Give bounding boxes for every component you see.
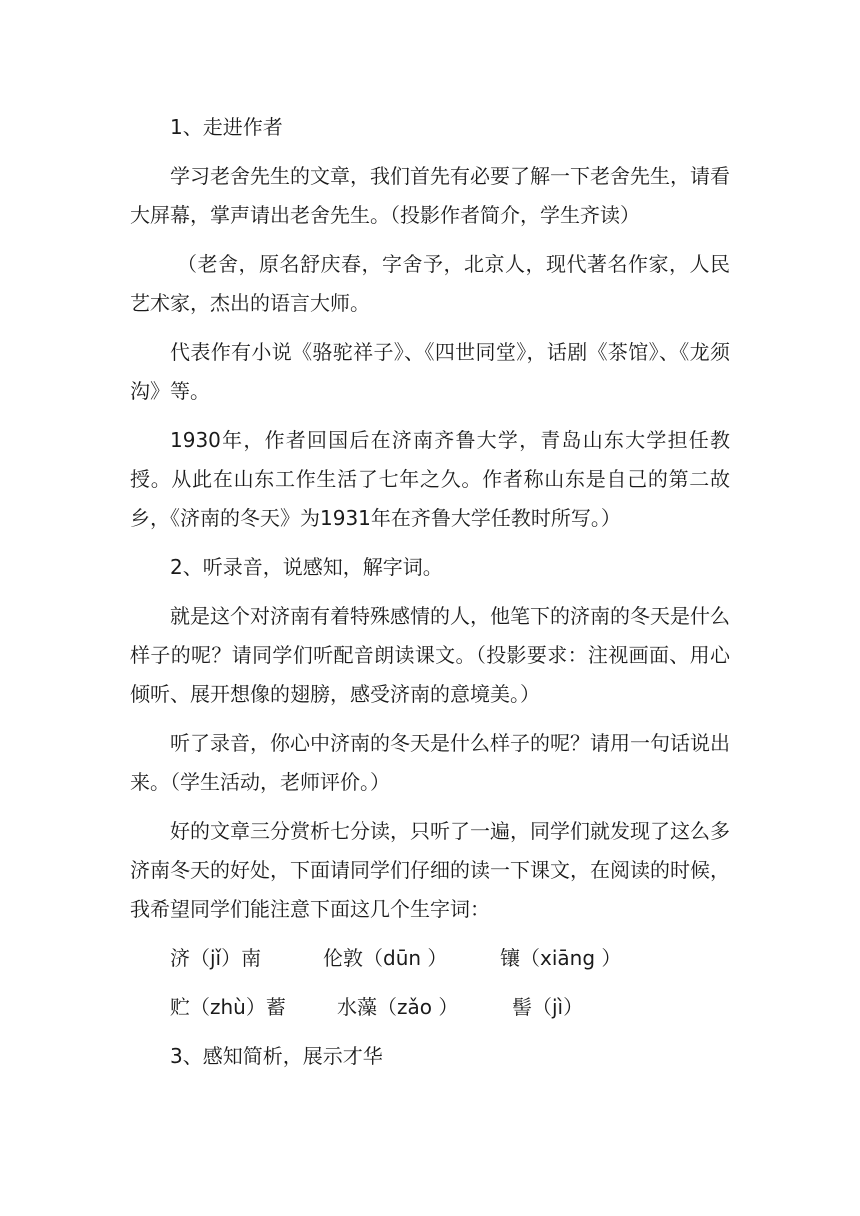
paragraph-author-profile: （老舍，原名舒庆春，字舍予，北京人，现代著名作家，人民艺术家，杰出的语言大师。 <box>130 252 730 315</box>
paragraph-intro: 学习老舍先生的文章，我们首先有必要了解一下老舍先生，请看大屏幕，掌声请出老舍先生。（投影作者简介，学生齐读） <box>130 164 730 227</box>
section-heading-1: 1、走进作者 <box>170 115 283 139</box>
vocabulary-word: 髻（jì） <box>512 995 584 1019</box>
paragraph-reading-instruction: 好的文章三分赏析七分读，只听了一遍，同学们就发现了这么多济南冬天的好处，下面请同学们仔细的读一下课文，在阅读的时候，我希望同学们能注意下面这几个生字词： <box>130 819 730 921</box>
vocabulary-word: 水藻（zǎo ） <box>337 995 459 1019</box>
vocabulary-word: 贮（zhù）蓄 <box>170 995 286 1019</box>
document-page <box>130 108 730 1076</box>
vocabulary-word: 镶（xiāng ） <box>500 946 622 970</box>
section-heading-2: 2、听录音，说感知，解字词。 <box>170 555 443 579</box>
vocabulary-word: 济（jǐ）南 <box>170 946 262 970</box>
vocabulary-row-2 <box>130 988 730 1027</box>
section-heading-3: 3、感知简析，展示才华 <box>170 1044 383 1068</box>
vocabulary-word: 伦敦（dūn ） <box>323 946 448 970</box>
paragraph-listen-recording: 就是这个对济南有着特殊感情的人，他笔下的济南的冬天是什么样子的呢？请同学们听配音朗读课文。（投影要求：注视画面、用心倾听、展开想像的翅膀，感受济南的意境美。） <box>130 604 730 706</box>
paragraph-representative-works: 代表作有小说《骆驼祥子》、《四世同堂》，话剧《茶馆》、《龙须沟》等。 <box>130 340 730 403</box>
vocabulary-row-1 <box>130 939 730 978</box>
paragraph-after-listening: 听了录音，你心中济南的冬天是什么样子的呢？请用一句话说出来。（学生活动，老师评价。） <box>130 731 730 794</box>
paragraph-author-biography: 1930年，作者回国后在济南齐鲁大学，青岛山东大学担任教授。从此在山东工作生活了七年之久。作者称山东是自己的第二故乡，《济南的冬天》为1931年在齐鲁大学任教时所写。） <box>130 428 730 530</box>
